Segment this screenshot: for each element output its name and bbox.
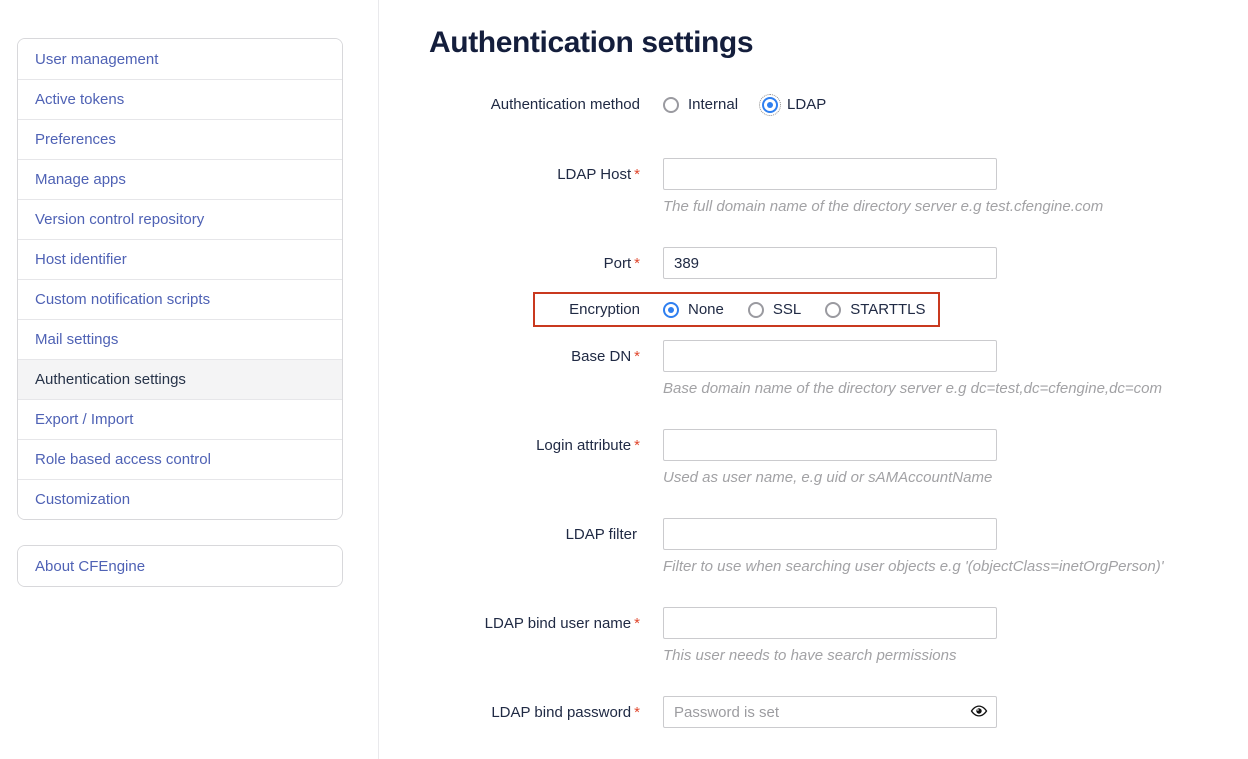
ldap-filter-field-block <box>429 518 1248 576</box>
ldap-bind-password-field-block <box>429 696 1248 728</box>
sidebar-item-about-cfengine[interactable]: About CFEngine <box>18 546 342 586</box>
auth-method-row <box>429 96 1248 113</box>
ldap-bind-user-field-block <box>429 607 1248 665</box>
sidebar-item-manage-apps[interactable]: Manage apps <box>18 159 342 199</box>
base-dn-field-block <box>429 340 1248 398</box>
ldap-host-label: LDAP Host * <box>557 165 640 183</box>
encryption-ssl-radio[interactable]: SSL <box>748 301 801 318</box>
password-input-wrap <box>663 696 997 728</box>
ldap-bind-password-input[interactable] <box>663 696 997 728</box>
required-marker: * <box>634 703 640 721</box>
page-title: Authentication settings <box>429 26 754 59</box>
sidebar-item-active-tokens[interactable]: Active tokens <box>18 79 342 119</box>
port-field-block <box>429 247 1248 279</box>
required-marker: * <box>634 436 640 454</box>
settings-sidebar <box>0 0 379 759</box>
required-marker: * <box>634 254 640 272</box>
radio-selected-icon <box>762 97 778 113</box>
sidebar-item-mail-settings[interactable]: Mail settings <box>18 319 342 359</box>
port-input[interactable] <box>663 247 997 279</box>
sidebar-item-role-based-access-control[interactable]: Role based access control <box>18 439 342 479</box>
radio-selected-icon <box>663 302 679 318</box>
required-marker: * <box>634 165 640 183</box>
ldap-host-input[interactable] <box>663 158 997 190</box>
main-content <box>379 0 1248 759</box>
port-label: Port * <box>603 254 640 272</box>
sidebar-item-host-identifier[interactable]: Host identifier <box>18 239 342 279</box>
sidebar-item-export-import[interactable]: Export / Import <box>18 399 342 439</box>
auth-method-ldap-radio[interactable]: LDAP <box>762 96 826 113</box>
sidebar-item-customization[interactable]: Customization <box>18 479 342 519</box>
ldap-filter-helper: Filter to use when searching user objects e.g '(objectClass=inetOrgPerson)' <box>663 558 1164 575</box>
auth-method-label: Authentication method <box>490 96 640 113</box>
ldap-bind-password-label: LDAP bind password * <box>491 703 640 721</box>
about-box <box>17 545 343 587</box>
required-marker: * <box>634 347 640 365</box>
sidebar-item-user-management[interactable]: User management <box>18 39 342 79</box>
ldap-filter-label: LDAP filter <box>565 525 637 543</box>
ldap-host-field-block <box>429 158 1248 216</box>
sidebar-item-version-control-repository[interactable]: Version control repository <box>18 199 342 239</box>
ldap-bind-user-label: LDAP bind user name * <box>484 614 640 632</box>
login-attribute-field-block <box>429 429 1248 487</box>
login-attribute-input[interactable] <box>663 429 997 461</box>
ldap-filter-input[interactable] <box>663 518 997 550</box>
sidebar-item-authentication-settings[interactable]: Authentication settings <box>18 359 342 399</box>
encryption-radio-group <box>663 301 926 318</box>
eye-icon <box>970 702 988 723</box>
sidebar-item-preferences[interactable]: Preferences <box>18 119 342 159</box>
encryption-none-radio[interactable]: None <box>663 301 724 318</box>
radio-unselected-icon <box>825 302 841 318</box>
encryption-highlight-box <box>533 292 940 327</box>
settings-nav-box <box>17 38 343 520</box>
base-dn-input[interactable] <box>663 340 997 372</box>
base-dn-helper: Base domain name of the directory server e.g dc=test,dc=cfengine,dc=com <box>663 380 1163 397</box>
ldap-bind-user-helper: This user needs to have search permissions <box>663 647 957 664</box>
encryption-starttls-radio[interactable]: STARTTLS <box>825 301 925 318</box>
show-password-button[interactable] <box>970 703 988 721</box>
ldap-host-helper: The full domain name of the directory server e.g test.cfengine.com <box>663 198 1104 215</box>
auth-method-radio-group <box>663 96 826 113</box>
ldap-bind-user-input[interactable] <box>663 607 997 639</box>
login-attribute-helper: Used as user name, e.g uid or sAMAccountName <box>663 469 993 486</box>
encryption-label: Encryption <box>569 301 640 318</box>
sidebar-item-custom-notification-scripts[interactable]: Custom notification scripts <box>18 279 342 319</box>
login-attribute-label: Login attribute * <box>536 436 640 454</box>
radio-unselected-icon <box>663 97 679 113</box>
base-dn-label: Base DN * <box>571 347 640 365</box>
radio-unselected-icon <box>748 302 764 318</box>
auth-method-internal-radio[interactable]: Internal <box>663 96 738 113</box>
required-marker: * <box>634 614 640 632</box>
